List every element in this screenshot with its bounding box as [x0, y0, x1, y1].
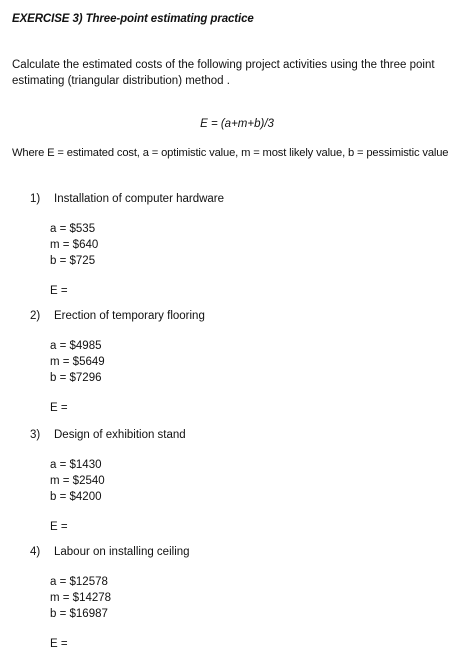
activity-3 — [30, 427, 450, 535]
estimate-answer: E = — [50, 638, 68, 650]
activity-name: Labour on installing ceiling — [54, 546, 190, 558]
optimistic-value: a = $4985 — [50, 340, 102, 352]
most-likely-value: m = $2540 — [50, 475, 105, 487]
variable-legend: Where E = estimated cost, a = optimistic value, m = most likely value, b = pessimistic value — [12, 147, 449, 159]
activity-values — [50, 221, 450, 269]
pessimistic-value: b = $7296 — [50, 372, 102, 384]
activity-values — [50, 457, 450, 505]
activity-number: 4) — [30, 546, 41, 558]
instructions-paragraph: Calculate the estimated costs of the following project activities using the three point estimating (triangular distribution) method . — [12, 59, 435, 87]
pessimistic-value: b = $4200 — [50, 491, 102, 503]
activity-2 — [30, 308, 450, 416]
estimate-answer: E = — [50, 521, 68, 533]
estimate-formula: E = (a+m+b)/3 — [200, 118, 274, 130]
activity-4 — [30, 544, 450, 652]
most-likely-value: m = $640 — [50, 239, 99, 251]
most-likely-value: m = $14278 — [50, 592, 112, 604]
activity-name: Installation of computer hardware — [54, 193, 225, 205]
activity-number: 1) — [30, 193, 41, 205]
activity-1 — [30, 191, 450, 299]
estimate-answer: E = — [50, 285, 68, 297]
optimistic-value: a = $1430 — [50, 459, 102, 471]
pessimistic-value: b = $725 — [50, 255, 96, 267]
most-likely-value: m = $5649 — [50, 356, 105, 368]
optimistic-value: a = $535 — [50, 223, 96, 235]
activity-name: Erection of temporary flooring — [54, 310, 205, 322]
activity-values — [50, 574, 450, 622]
activity-number: 2) — [30, 310, 41, 322]
optimistic-value: a = $12578 — [50, 576, 108, 588]
activity-values — [50, 338, 450, 386]
activity-number: 3) — [30, 429, 41, 441]
activity-name: Design of exhibition stand — [54, 429, 186, 441]
exercise-title: EXERCISE 3) Three-point estimating practice — [12, 13, 254, 25]
estimate-answer: E = — [50, 402, 68, 414]
pessimistic-value: b = $16987 — [50, 608, 108, 620]
